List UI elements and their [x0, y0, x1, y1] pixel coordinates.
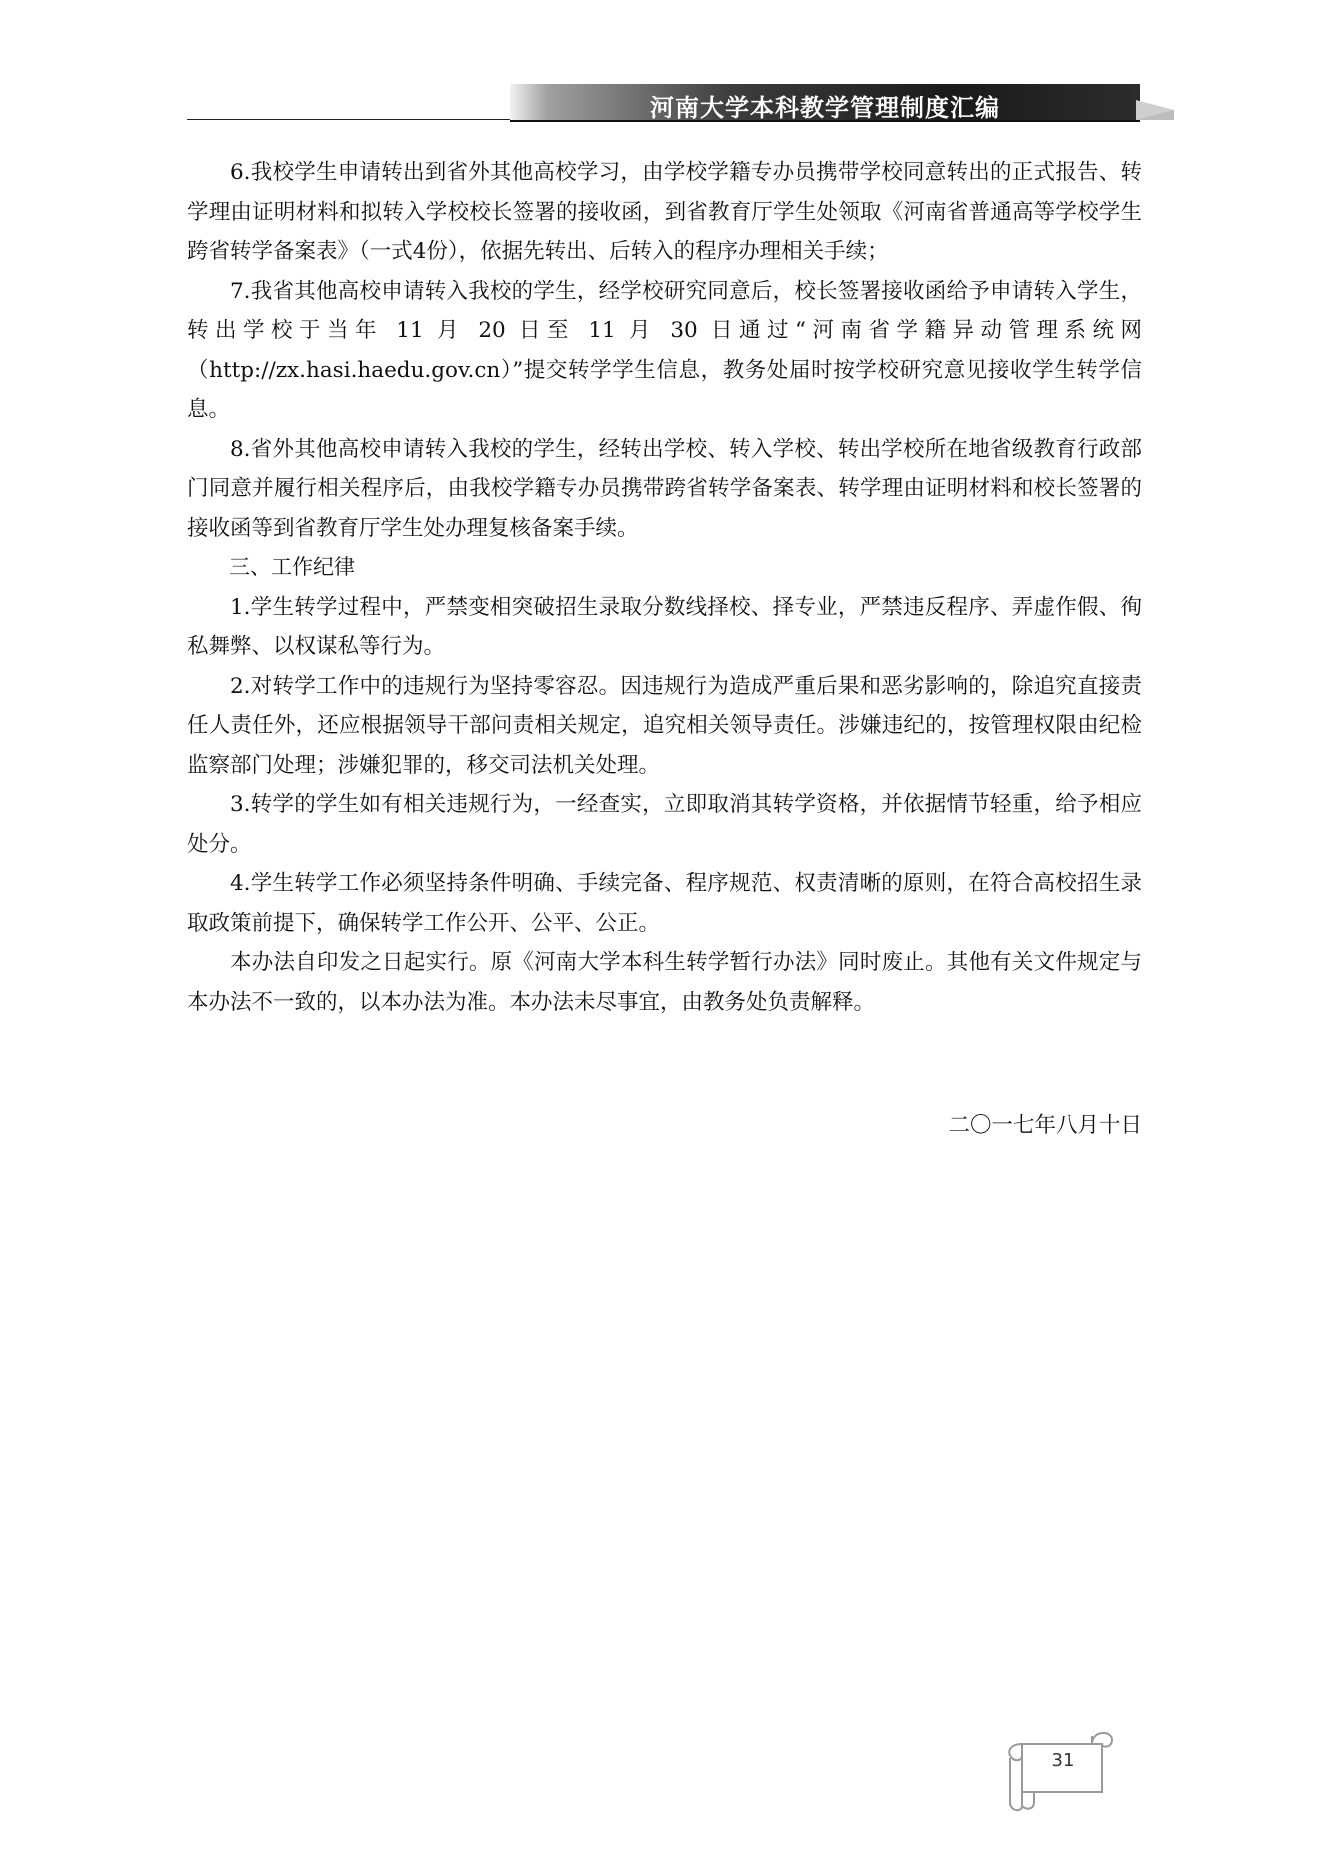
document-date: 二〇一七年八月十日	[948, 1113, 1142, 1138]
page-number: 31	[1051, 1750, 1075, 1771]
paragraph-item-8: 8.省外其他高校申请转入我校的学生，经转出学校、转入学校、转出学校所在地省级教育行政部门同意并履行相关程序后，由我校学籍专办员携带跨省转学备案表、转学理由证明材料和校长签署的接收函等到省教育厅学生处办理复核备案手续。	[187, 436, 1142, 541]
document-body	[187, 153, 1142, 1022]
section-heading-work-discipline: 三、工作纪律	[229, 555, 355, 579]
header-banner	[510, 84, 1140, 122]
paragraph-discipline-3: 3.转学的学生如有相关违规行为，一经查实，立即取消其转学资格，并依据情节轻重，给予相应处分。	[187, 792, 1142, 857]
paragraph-item-6: 6.我校学生申请转出到省外其他高校学习，由学校学籍专办员携带学校同意转出的正式报告、转学理由证明材料和拟转入学校校长签署的接收函，到省教育厅学生处领取《河南省普通高等学校学生跨省转学备案表》（一式4份），依据先转出、后转入的程序办理相关手续；	[187, 160, 1142, 264]
paragraph-discipline-4: 4.学生转学工作必须坚持条件明确、手续完备、程序规范、权责清晰的原则，在符合高校招生录取政策前提下，确保转学工作公开、公平、公正。	[187, 871, 1142, 936]
paragraph-item-7: 7.我省其他高校申请转入我校的学生，经学校研究同意后，校长签署接收函给予申请转入学生，转出学校于当年 11 月 20 日至 11 月 30 日通过“河南省学籍异动管理系统网（http://zx.hasi.haedu.gov.cn）”提交转学学生信息，教务处届时按学校研究意见接收学生转学信息。	[187, 278, 1142, 422]
paragraph-discipline-2: 2.对转学工作中的违规行为坚持零容忍。因违规行为造成严重后果和恶劣影响的，除追究直接责任人责任外，还应根据领导干部问责相关规定，追究相关领导责任。涉嫌违纪的，按管理权限由纪检监察部门处理；涉嫌犯罪的，移交司法机关处理。	[187, 673, 1142, 778]
header-title: 河南大学本科教学管理制度汇编	[650, 93, 1000, 122]
header-banner-tail	[1136, 100, 1174, 120]
paragraph-effective-clause: 本办法自印发之日起实行。原《河南大学本科生转学暂行办法》同时废止。其他有关文件规定与本办法不一致的，以本办法为准。本办法未尽事宜，由教务处负责解释。	[187, 950, 1142, 1015]
paragraph-discipline-1: 1.学生转学过程中，严禁变相突破招生录取分数线择校、择专业，严禁违反程序、弄虚作假、徇私舞弊、以权谋私等行为。	[187, 594, 1142, 659]
